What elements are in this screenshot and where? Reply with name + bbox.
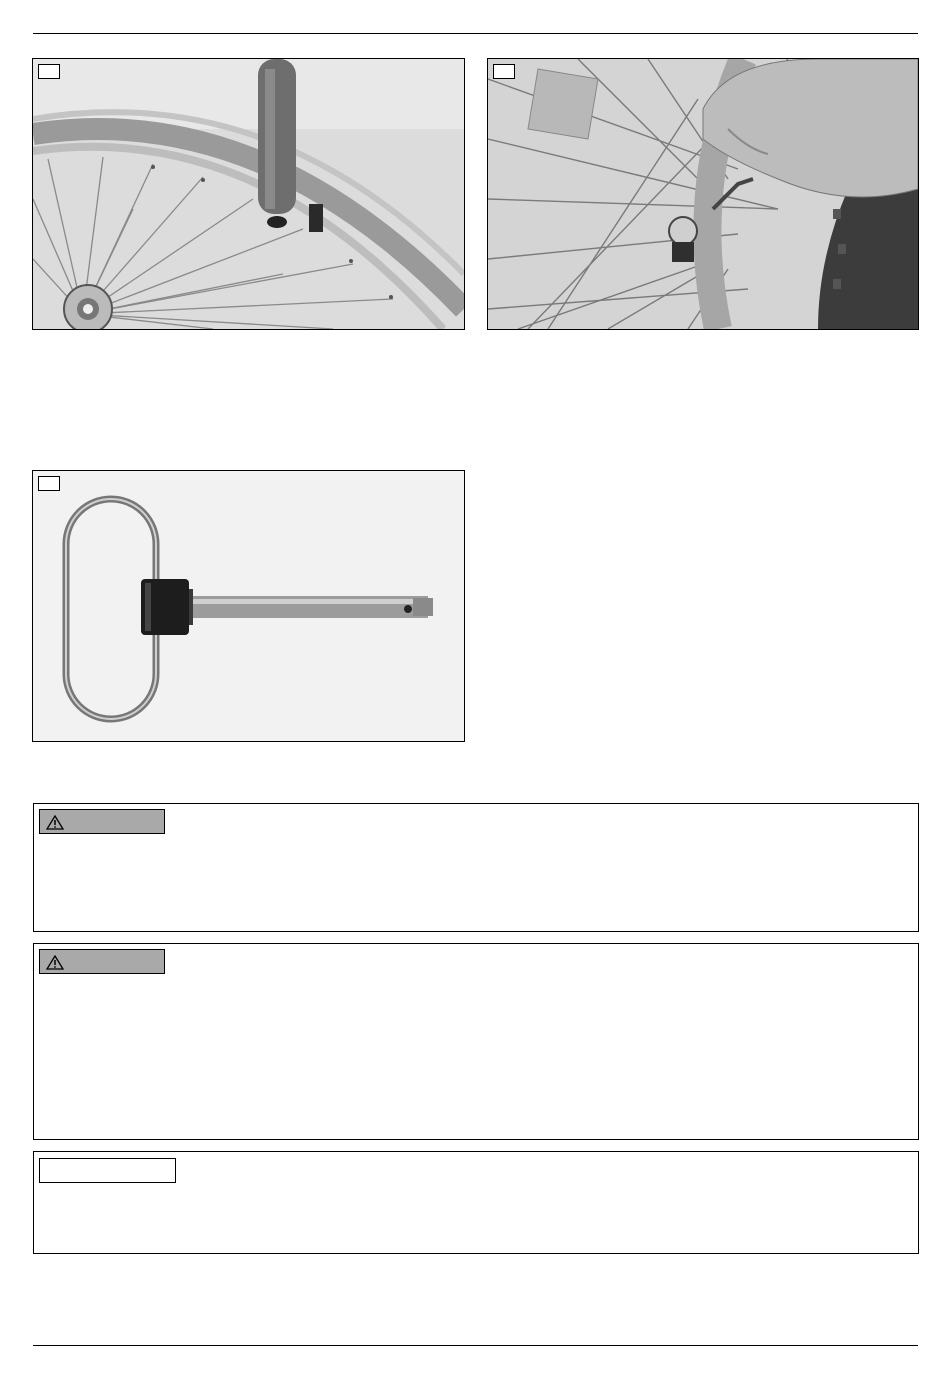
warning-triangle-icon xyxy=(46,815,64,830)
figure-hex-key xyxy=(487,58,919,330)
hand-hex-key-illustration xyxy=(488,59,918,329)
warning-tag xyxy=(39,809,165,834)
figure-number-label xyxy=(38,476,60,491)
figure-quick-release-pin xyxy=(32,470,465,742)
figure-number-label xyxy=(493,64,515,79)
figure-number-label xyxy=(38,64,60,79)
warning-box-2 xyxy=(33,943,919,1140)
figure-wheel-valve xyxy=(32,58,465,330)
note-tag xyxy=(39,1158,176,1183)
warning-triangle-icon xyxy=(46,955,64,970)
quick-release-pin-illustration xyxy=(33,471,464,741)
footer-rule xyxy=(33,1345,918,1346)
wheel-rim-valve-illustration xyxy=(33,59,464,329)
header-rule xyxy=(33,33,918,34)
note-box xyxy=(33,1151,919,1254)
warning-box-1 xyxy=(33,803,919,932)
warning-tag xyxy=(39,949,165,974)
